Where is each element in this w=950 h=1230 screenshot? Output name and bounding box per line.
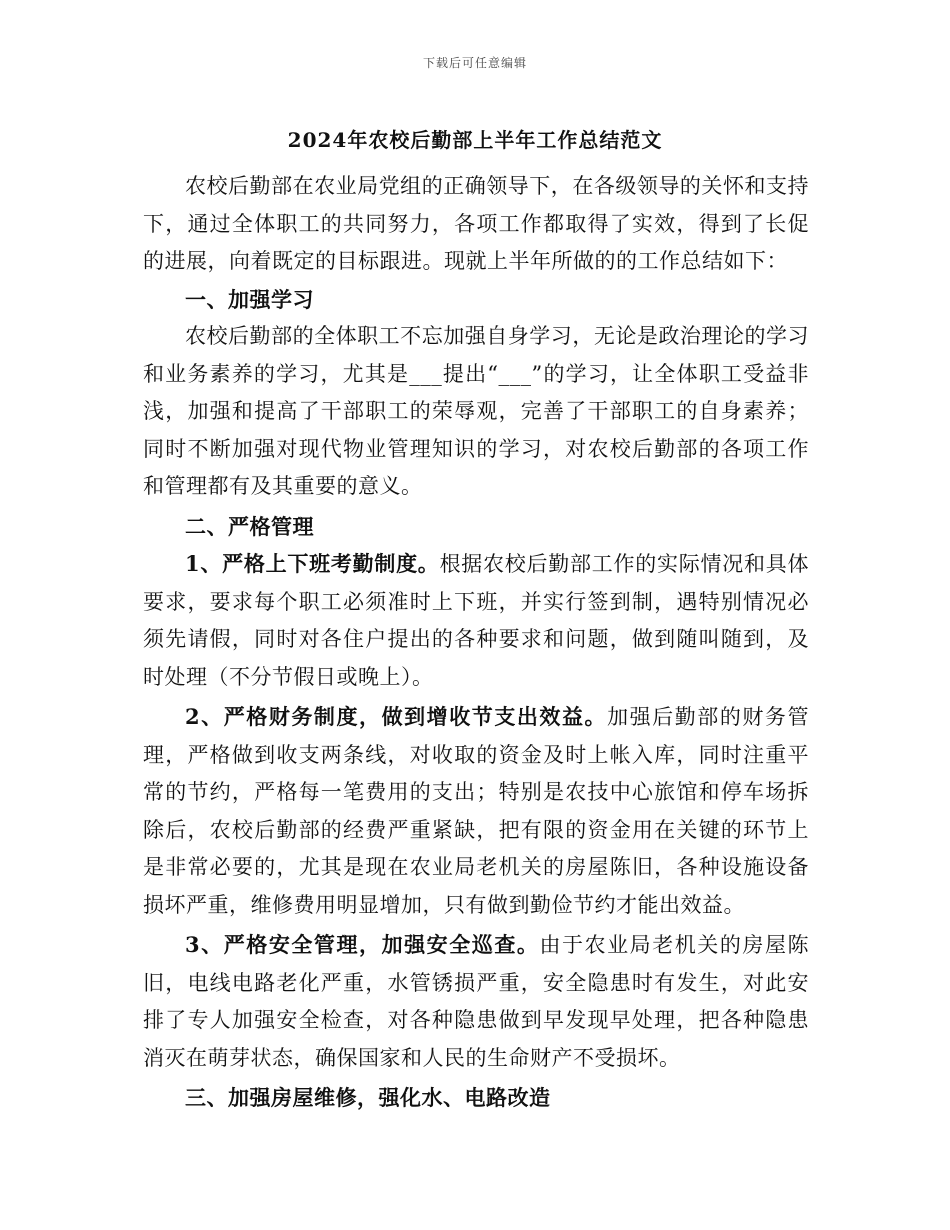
document-title: 2024年农校后勤部上半年工作总结范文 [287, 128, 663, 152]
intro-paragraph: 农校后勤部在农业局党组的正确领导下，在各级领导的关怀和支持下，通过全体职工的共同努力，各项工作都取得了实效，得到了长促的进展，向着既定的目标跟进。现就上半年所做的的工作总结如下： [143, 174, 809, 273]
section-1-heading: 一、加强学习 [185, 286, 314, 312]
item-1-lead: 1、严格上下班考勤制度。 [185, 551, 440, 576]
section-2-item-3 [143, 926, 809, 1077]
item-1-text: 根据农校后勤部工作的实际情况和具体要求，要求每个职工必须准时上下班，并实行签到制，遇特别情况必须先请假，同时对各住户提出的各种要求和问题，做到随叫随到，及时处理（不分节假日或晚上）。 [143, 552, 809, 689]
item-2-lead: 2、严格财务制度，做到增收节支出效益。 [185, 704, 608, 729]
item-2-text: 加强后勤部的财务管理，严格做到收支两条线，对收取的资金及时上帐入库，同时注重平常的节约，严格每一笔费用的支出；特别是农技中心旅馆和停车场拆除后，农校后勤部的经费严重紧缺，把有限的资金用在关键的环节上是非常必要的，尤其是现在农业局老机关的房屋陈旧，各种设施设备损坏严重，维修费用明显增加，只有做到勤俭节约才能出效益。 [143, 705, 809, 917]
section-1-paragraph: 农校后勤部的全体职工不忘加强自身学习，无论是政治理论的学习和业务素养的学习，尤其是___提出“___”的学习，让全体职工受益非浅，加强和提高了干部职工的荣辱观，完善了干部职工的自身素养；同时不断加强对现代物业管理知识的学习，对农校后勤部的各项工作和管理都有及其重要的意义。 [143, 324, 809, 498]
document-body [143, 168, 809, 1117]
section-2-item-2 [143, 698, 809, 924]
header-note: 下载后可任意编辑 [422, 56, 527, 70]
section-2-heading: 二、严格管理 [185, 513, 314, 539]
section-3-heading: 三、加强房屋维修，强化水、电路改造 [185, 1085, 551, 1110]
section-2-item-1 [143, 545, 809, 696]
item-3-text: 由于农业局老机关的房屋陈旧，电线电路老化严重，水管锈损严重，安全隐患时有发生，对此安排了专人加强安全检查，对各种隐患做到早发现早处理，把各种隐患消灭在萌芽状态，确保国家和人民的生命财产不受损坏。 [143, 933, 809, 1070]
item-3-lead: 3、严格安全管理，加强安全巡查。 [185, 932, 540, 957]
